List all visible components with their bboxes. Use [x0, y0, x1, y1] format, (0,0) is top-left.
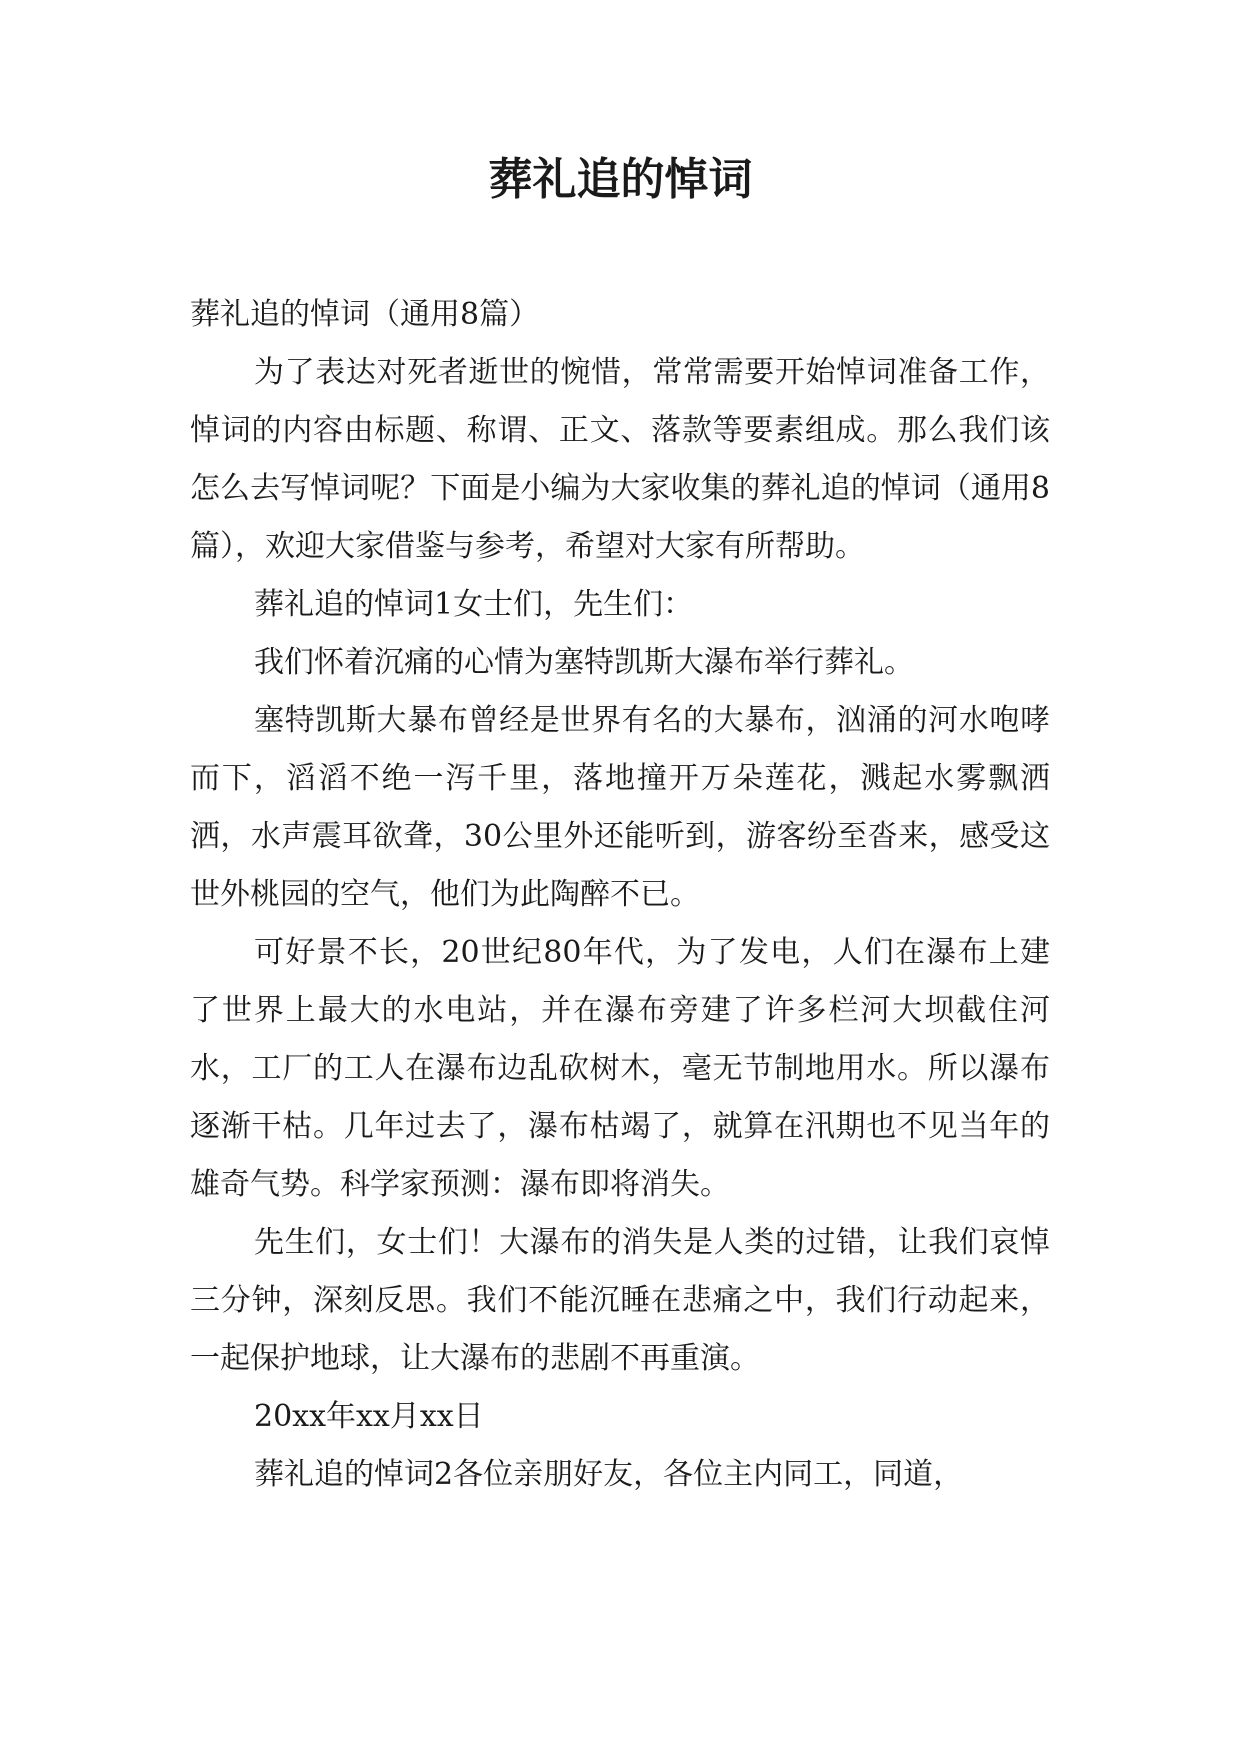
paragraph-subtitle: 葬礼追的悼词（通用8篇） — [190, 297, 540, 332]
paragraph-intro: 为了表达对死者逝世的惋惜，常常需要开始悼词准备工作，悼词的内容由标题、称谓、正文、落款等要素组成。那么我们该怎么去写悼词呢？下面是小编为大家收集的葬礼追的悼词（通用8篇），欢迎大家借鉴与参考，希望对大家有所帮助。 — [190, 355, 1050, 564]
paragraph: 我们怀着沉痛的心情为塞特凯斯大瀑布举行葬礼。 — [254, 645, 914, 680]
paragraph-eulogy-1-heading: 葬礼追的悼词1女士们，先生们： — [254, 587, 694, 622]
paragraph-eulogy-2-heading: 葬礼追的悼词2各位亲朋好友，各位主内同工，同道， — [254, 1457, 964, 1492]
paragraph: 先生们，女士们！大瀑布的消失是人类的过错，让我们哀悼三分钟，深刻反思。我们不能沉睡在悲痛之中，我们行动起来，一起保护地球，让大瀑布的悲剧不再重演。 — [190, 1225, 1050, 1376]
paragraph: 塞特凯斯大暴布曾经是世界有名的大暴布，汹涌的河水咆哮而下，滔滔不绝一泻千里，落地撞开万朵莲花，溅起水雾飘洒洒，水声震耳欲聋，30公里外还能听到，游客纷至沓来，感受这世外桃园的空气，他们为此陶醉不已。 — [190, 703, 1050, 912]
paragraph-date: 20xx年xx月xx日 — [254, 1399, 484, 1434]
document-body — [190, 286, 1050, 1504]
paragraph: 可好景不长，20世纪80年代，为了发电，人们在瀑布上建了世界上最大的水电站，并在瀑布旁建了许多栏河大坝截住河水，工厂的工人在瀑布边乱砍树木，毫无节制地用水。所以瀑布逐渐干枯。几年过去了，瀑布枯竭了，就算在汛期也不见当年的雄奇气势。科学家预测：瀑布即将消失。 — [190, 935, 1050, 1202]
document-title: 葬礼追的悼词 — [488, 154, 753, 205]
